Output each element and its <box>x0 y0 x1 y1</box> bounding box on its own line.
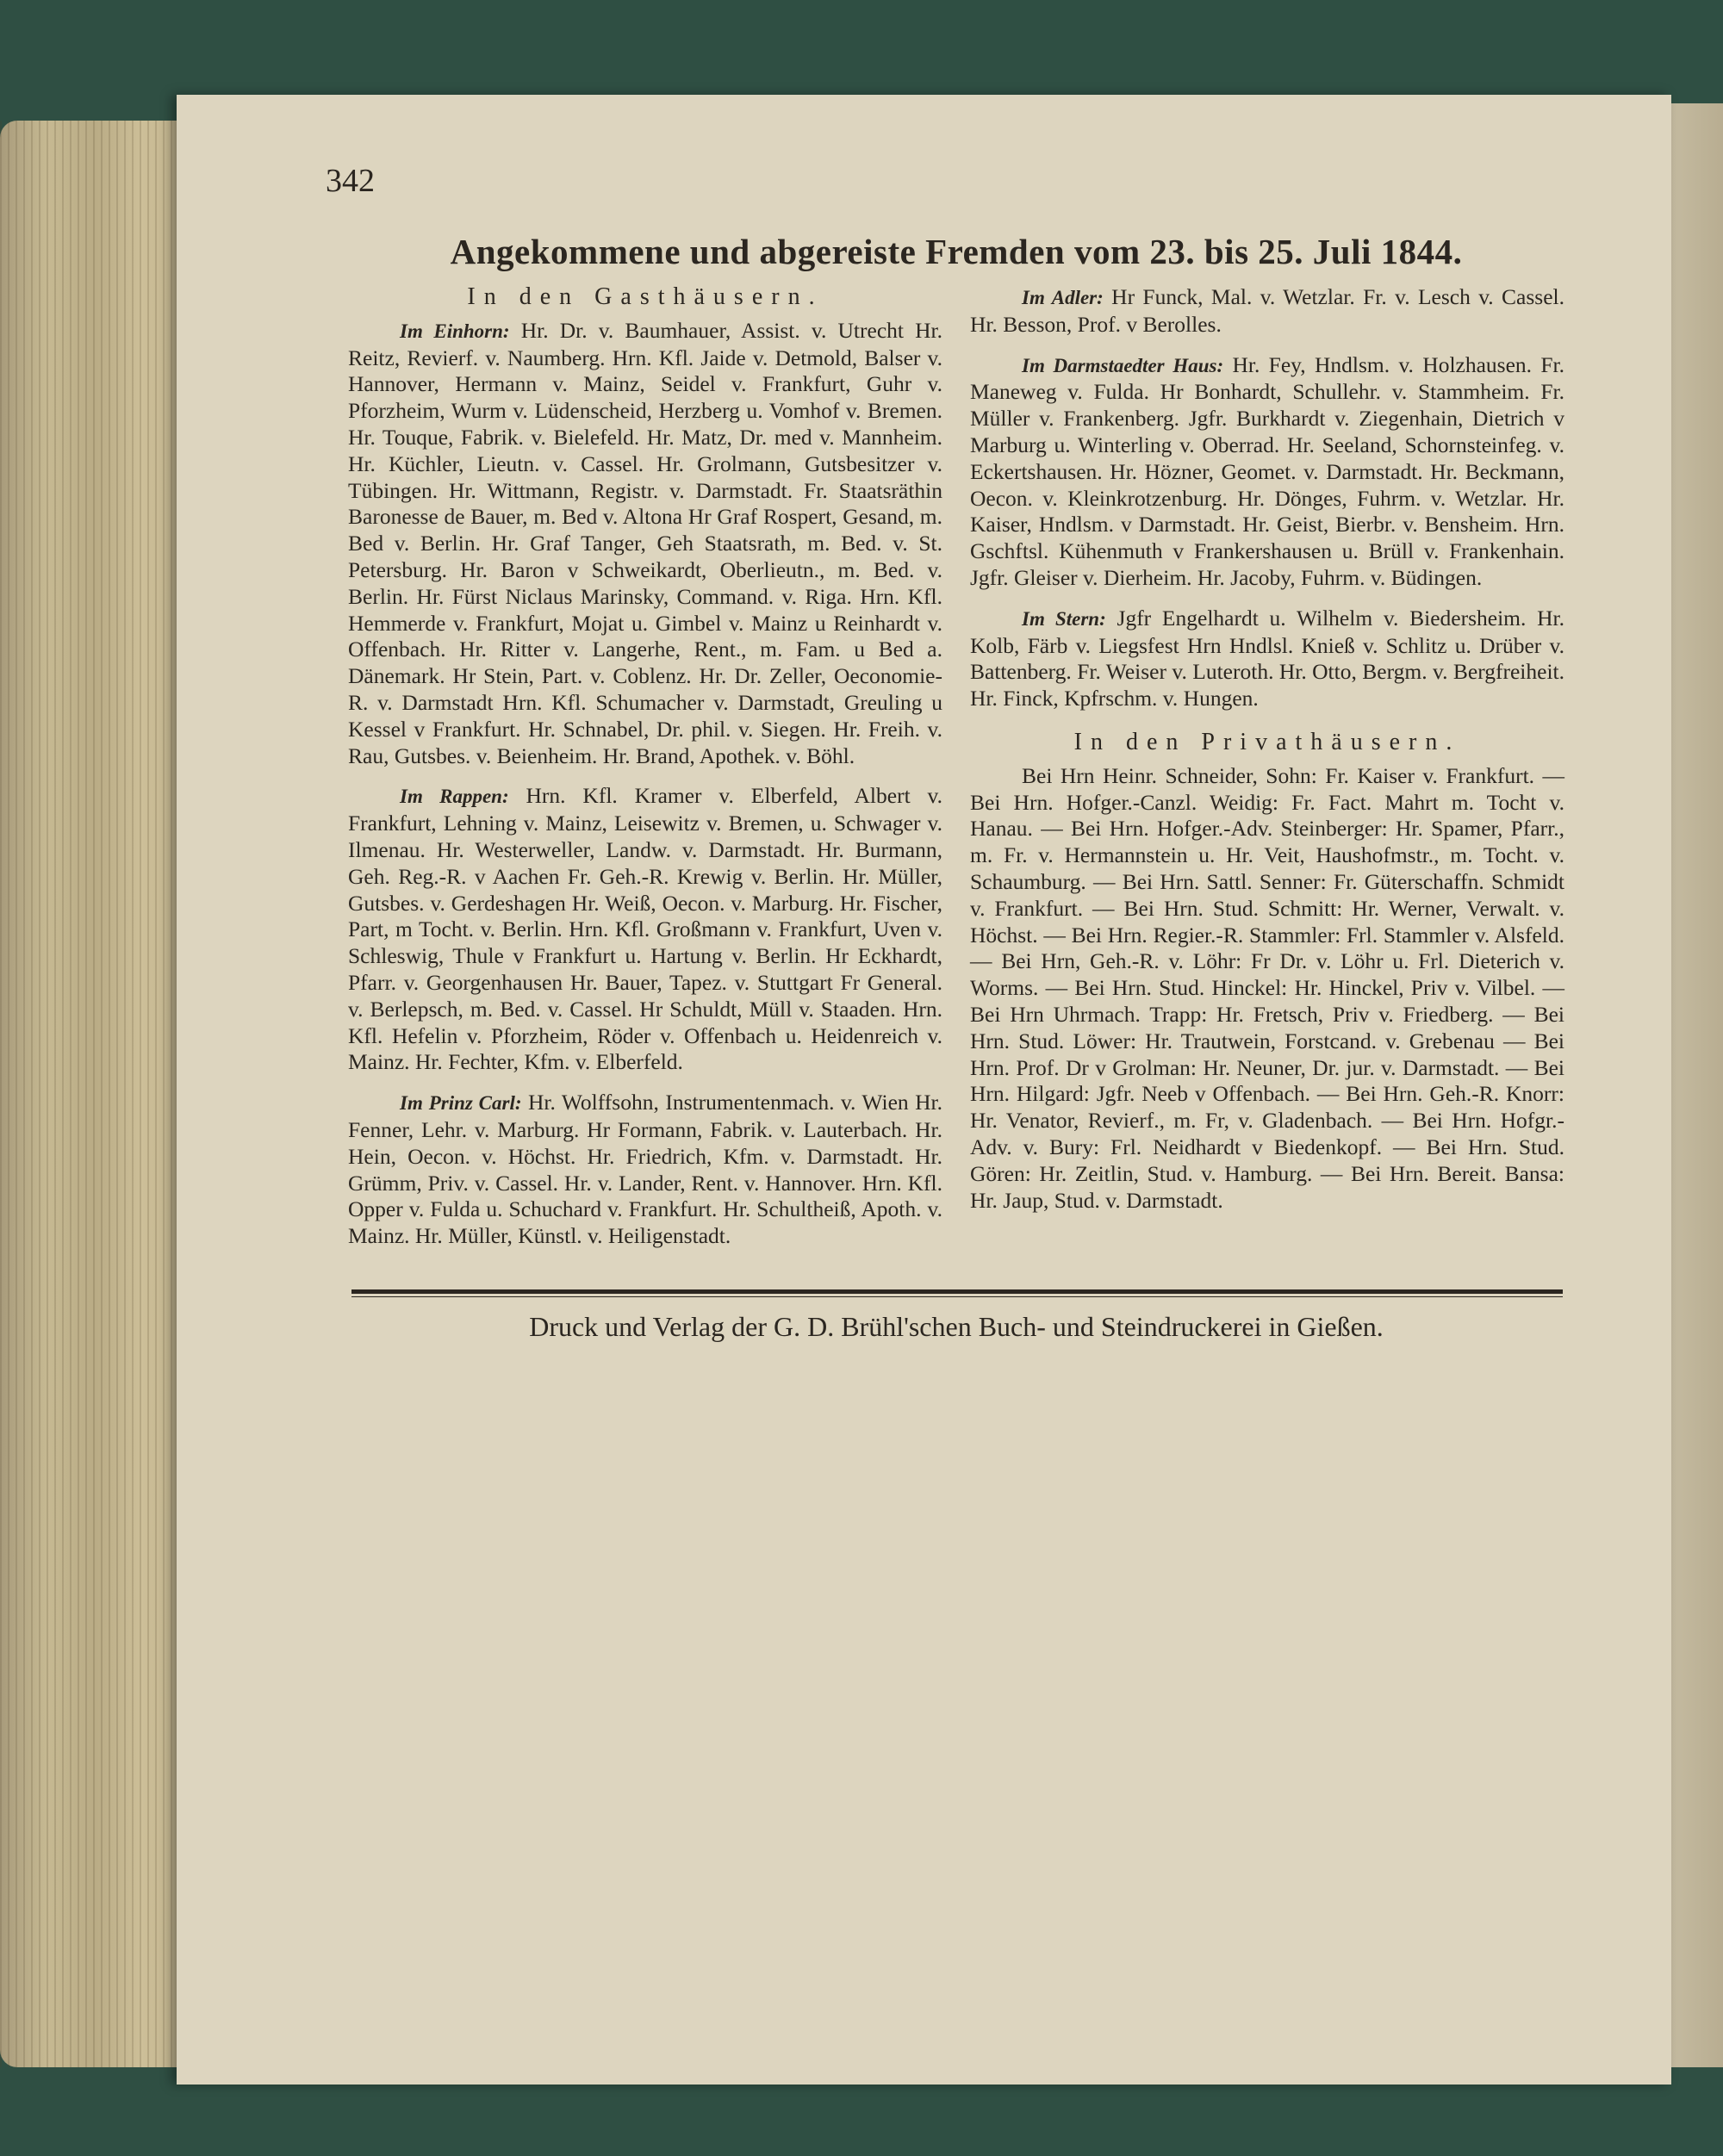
entry-place: Im Einhorn: <box>400 320 510 342</box>
entry-stern <box>970 606 1564 712</box>
entry-text: Hr. Wolffsohn, Instrumentenmach. v. Wien Hr. Fenner, Lehr. v. Marburg. Hr Formann, Fabrik. v. Lauterbach. Hr. Hein, Oecon. v. Höchst. Hr. Friedrich, Kfm. v. Darmstadt. Hr. Grümm, Priv. v. Cassel. Hr. v. Lander, Rent. v. Hannover. Hrn. Kfl. Opper v. Fulda u. Schuchard v. Frankfurt. Hr. Schultheiß, Apoth. v. Mainz. Hr. Müller, Künstl. v. Heiligenstadt. <box>348 1090 942 1249</box>
book-page-stack <box>0 121 190 2067</box>
section-heading-inns: In den Gasthäusern. <box>467 283 824 310</box>
entry-darmstaedter-haus <box>970 352 1564 592</box>
entry-text: Hr Funck, Mal. v. Wetzlar. Fr. v. Lesch v. Cassel. Hr. Besson, Prof. v Berolles. <box>970 284 1564 337</box>
entry-text: Hrn. Kfl. Kramer v. Elberfeld, Albert v. Frankfurt, Lehning v. Mainz, Leisewitz v. Bremen, u. Schwager v. Ilmenau. Hr. Westerweller, Landw. v. Darmstadt. Hr. Burmann, Geh. Reg.-R. v Aachen Fr. Geh.-R. Krewig v. Berlin. Hr. Müller, Gutsbes. v. Gerdeshagen Hr. Weiß, Oecon. v. Marburg. Hr. Fischer, Part, m Tocht. v. Berlin. Hrn. Kfl. Großmann v. Frankfurt, Uven v. Schleswig, Thule v Frankfurt u. Hartung v. Berlin. Hr Eckhardt, Pfarr. v. Georgenhausen Hr. Bauer, Tapez. v. Stuttgart Fr General. v. Berlepsch, m. Bed. v. Cassel. Hr Schuldt, Müll v. Staaden. Hrn. Kfl. Hefelin v. Pforzheim, Röder v. Offenbach u. Heidenreich v. Mainz. Hr. Fechter, Kfm. v. Elberfeld. <box>348 783 943 1075</box>
entry-place: Im Prinz Carl: <box>400 1092 522 1115</box>
left-column <box>348 284 942 1264</box>
entry-text: Jgfr Engelhardt u. Wilhelm v. Biedersheim. Hr. Kolb, Färb v. Liegsfest Hrn Hndlsl. Knieß v. Schlitz u. Drüber v. Battenberg. Fr. Weiser v. Luteroth. Hr. Otto, Bergm. v. Bergfreiheit. Hr. Finck, Kpfrschm. v. Hungen. <box>970 605 1564 711</box>
right-column <box>970 284 1564 1227</box>
entry-place: Im Rappen: <box>400 786 509 808</box>
section-heading-private: In den Privathäusern. <box>1073 728 1461 755</box>
page-title: Angekommene und abgereiste Fremden vom 23. bis 25. Juli 1844. <box>450 232 1463 271</box>
imprint-footer: Druck und Verlag der G. D. Brühl'schen Buch- und Steindruckerei in Gießen. <box>529 1311 1384 1342</box>
entry-place: Im Darmstaedter Haus: <box>1022 354 1224 376</box>
entry-text: Hr. Fey, Hndlsm. v. Holzhausen. Fr. Maneweg v. Fulda. Hr Bonhardt, Schullehr. v. Stammheim. Fr. Müller v. Frankenberg. Jgfr. Burkhardt v. Ziegenhain, Dietrich v Marburg u. Winterling v. Oberrad. Hr. Seeland, Schornsteinfeg. v. Eckertshausen. Hr. Hözner, Geomet. v. Darmstadt. Hr. Beckmann, Oecon. v. Kleinkrotzenburg. Hr. Dönges, Fuhrm. v. Wetzlar. Hr. Kaiser, Hndlsm. v Darmstadt. Hr. Geist, Bierbr. v. Bensheim. Hrn. Gschftsl. Kühenmuth v Frankershausen u. Brüll v. Frankenhain. Jgfr. Gleiser v. Dierheim. Hr. Jacoby, Fuhrm. v. Büdingen. <box>970 351 1565 590</box>
entry-einhorn <box>348 318 942 770</box>
page-number: 342 <box>326 163 375 199</box>
entry-text: Hr. Dr. v. Baumhauer, Assist. v. Utrecht Hr. Reitz, Revierf. v. Naumberg. Hrn. Kfl. Jaide v. Detmold, Balser v. Hannover, Hermann v. Mainz, Seidel v. Frankfurt, Guhr v. Pforzheim, Wurm v. Lüdenscheid, Herzberg u. Vomhof v. Bremen. Hr. Touque, Fabrik. v. Bielefeld. Hr. Matz, Dr. med v. Mannheim. Hr. Küchler, Lieutn. v. Cassel. Hr. Grolmann, Gutsbesitzer v. Tübingen. Hr. Wittmann, Registr. v. Darmstadt. Fr. Staatsräthin Baronesse de Bauer, m. Bed v. Altona Hr Graf Rospert, Gesand, m. Bed v. Berlin. Hr. Graf Tanger, Geh Staatsrath, m. Bed. v. St. Petersburg. Hr. Baron v Schweikardt, Oberlieutn., m. Bed. v. Berlin. Hr. Fürst Niclaus Marinsky, Command. v. Riga. Hrn. Kfl. Hemmerde v. Frankfurt, Mojat u. Gimbel v. Mainz u Reinhardt v. Offenbach. Hr. Ritter v. Langerhe, Rent., m. Fam. u Bed a. Dänemark. Hr Stein, Part. v. Coblenz. Hr. Dr. Zeller, Oeconomie-R. v. Darmstadt Hrn. Kfl. Schumacher v. Darmstadt, Greuling u Kessel v Frankfurt. Hr. Schnabel, Dr. phil. v. Siegen. Hr. Freih. v. Rau, Gutsbes. v. Beienheim. Hr. Brand, Apothek. v. Böhl. <box>348 317 942 768</box>
entry-prinz-carl <box>348 1090 942 1250</box>
footer-rule-thin <box>351 1296 1563 1297</box>
entry-place: Im Stern: <box>1022 607 1106 630</box>
footer-rule <box>351 1289 1563 1294</box>
entry-adler <box>970 284 1564 339</box>
entry-place: Im Adler: <box>1022 287 1104 308</box>
entry-private-houses: Bei Hrn Heinr. Schneider, Sohn: Fr. Kaiser v. Frankfurt. — Bei Hrn. Hofger.-Canzl. Weidig: Fr. Fact. Mahrt m. Tocht v. Hanau. — Bei Hrn. Hofger.-Adv. Steinberger: Hr. Spamer, Pfarr., m. Fr. v. Hermannstein u. Hr. Veit, Haushofmstr., m. Tocht. v. Schaumburg. — Bei Hrn. Sattl. Senner: Fr. Güterschaffn. Schmidt v. Frankfurt. — Bei Hrn. Stud. Schmitt: Hr. Werner, Verwalt. v. Höchst. — Bei Hrn. Regier.-R. Stammler: Frl. Stammler v. Alsfeld. — Bei Hrn, Geh.-R. v. Löhr: Fr Dr. v. Löhr u. Frl. Dieterich v. Worms. — Bei Hrn. Stud. Hinckel: Hr. Hinckel, Priv v. Vilbel. — Bei Hrn Uhrmach. Trapp: Hr. Fretsch, Priv v. Friedberg. — Bei Hrn. Stud. Löwer: Hr. Trautwein, Forstcand. v. Grebenau — Bei Hrn. Prof. Dr v Grolman: Hr. Neuner, Dr. jur. v. Darmstadt. — Bei Hrn. Hilgard: Jgfr. Neeb v Offenbach. — Bei Hrn. Geh.-R. Knorr: Hr. Venator, Revierf., m. Fr, v. Gladenbach. — Bei Hrn. Hofgr.-Adv. v. Bury: Frl. Neidhardt v Biedenkopf. — Bei Hrn. Stud. Gören: Hr. Zeitlin, Stud. v. Hamburg. — Bei Hrn. Bereit. Bansa: Hr. Jaup, Stud. v. Darmstadt. <box>970 762 1564 1213</box>
entry-rappen <box>348 783 942 1076</box>
